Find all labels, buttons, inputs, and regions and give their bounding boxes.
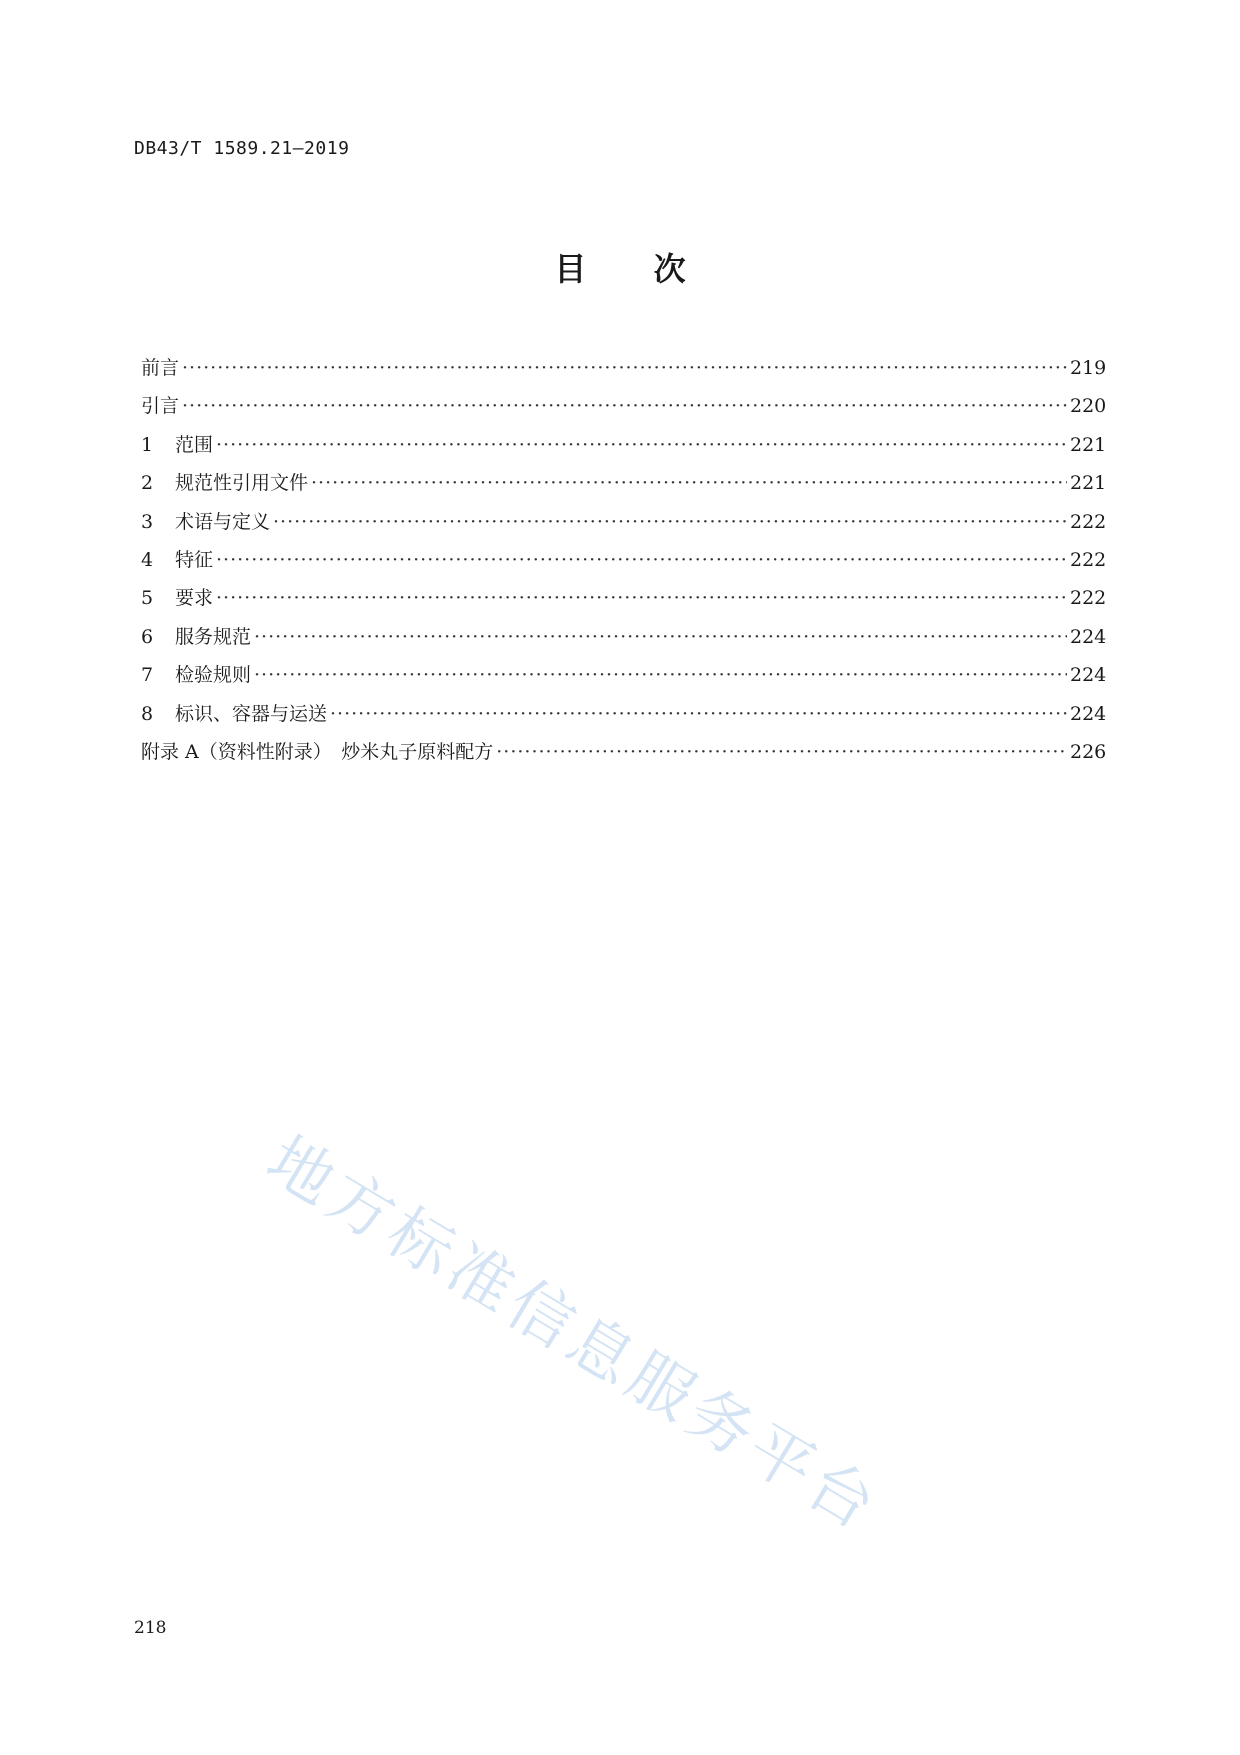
toc-entry-terms-definitions[interactable]	[141, 507, 1106, 545]
toc-leader-dots	[254, 664, 1067, 686]
toc-entry-appendix-a[interactable]	[141, 737, 1106, 775]
table-of-contents	[141, 353, 1106, 775]
toc-title: 目 次	[554, 250, 686, 288]
toc-entry-introduction[interactable]	[141, 391, 1106, 429]
toc-entry-label: 术语与定义	[175, 510, 271, 533]
toc-entry-number: 5	[141, 587, 154, 610]
toc-entry-page: 224	[1070, 664, 1107, 687]
toc-entry-label: 前言	[141, 357, 180, 379]
toc-leader-dots	[216, 434, 1067, 456]
toc-entry-features[interactable]	[141, 545, 1106, 583]
toc-entry-label: 范围	[175, 433, 214, 456]
toc-entry-page: 224	[1070, 625, 1107, 648]
toc-leader-dots	[254, 626, 1067, 648]
toc-entry-number: 8	[141, 702, 154, 725]
toc-entry-number: 6	[141, 625, 154, 648]
toc-entry-label: 标识、容器与运送	[175, 702, 328, 725]
toc-leader-dots	[216, 549, 1067, 571]
toc-leader-dots	[273, 511, 1067, 533]
toc-entry-number: 7	[141, 664, 154, 687]
toc-entry-page: 224	[1070, 702, 1107, 725]
toc-entry-page: 221	[1070, 433, 1107, 456]
toc-entry-page: 226	[1070, 740, 1107, 763]
toc-entry-number: 2	[141, 472, 154, 495]
watermark-text: 地方标准信息服务平台	[254, 1122, 893, 1547]
toc-entry-label: 规范性引用文件	[175, 472, 309, 495]
toc-leader-dots	[216, 587, 1067, 609]
toc-entry-label: 特征	[175, 548, 214, 571]
toc-entry-label: 附录 A（资料性附录） 炒米丸子原料配方	[141, 740, 494, 763]
toc-entry-requirements[interactable]	[141, 583, 1106, 621]
toc-entry-scope[interactable]	[141, 430, 1106, 468]
toc-entry-number: 4	[141, 548, 154, 571]
toc-entry-normative-references[interactable]	[141, 468, 1106, 506]
toc-leader-dots	[182, 357, 1067, 379]
toc-entry-service-specification[interactable]	[141, 622, 1106, 660]
toc-entry-label: 要求	[175, 587, 214, 610]
toc-entry-number: 1	[141, 433, 154, 456]
toc-entry-label: 引言	[141, 395, 180, 418]
toc-entry-page: 222	[1070, 587, 1107, 610]
toc-leader-dots	[311, 472, 1067, 494]
toc-entry-page: 220	[1070, 395, 1107, 418]
toc-entry-page: 222	[1070, 548, 1107, 571]
toc-entry-foreword[interactable]	[141, 353, 1106, 391]
toc-entry-page: 222	[1070, 510, 1107, 533]
toc-leader-dots	[182, 395, 1067, 417]
toc-entry-page: 221	[1070, 472, 1107, 495]
page-number: 218	[134, 1618, 167, 1638]
toc-entry-number: 3	[141, 510, 154, 533]
toc-entry-label: 服务规范	[175, 625, 252, 648]
toc-entry-inspection-rules[interactable]	[141, 660, 1106, 698]
toc-entry-marking-containers-transport[interactable]	[141, 699, 1106, 737]
toc-entry-page: 219	[1070, 357, 1107, 379]
document-code: DB43/T 1589.21—2019	[134, 138, 350, 159]
toc-leader-dots	[330, 703, 1067, 725]
toc-entry-label: 检验规则	[175, 664, 252, 687]
toc-leader-dots	[496, 741, 1067, 763]
